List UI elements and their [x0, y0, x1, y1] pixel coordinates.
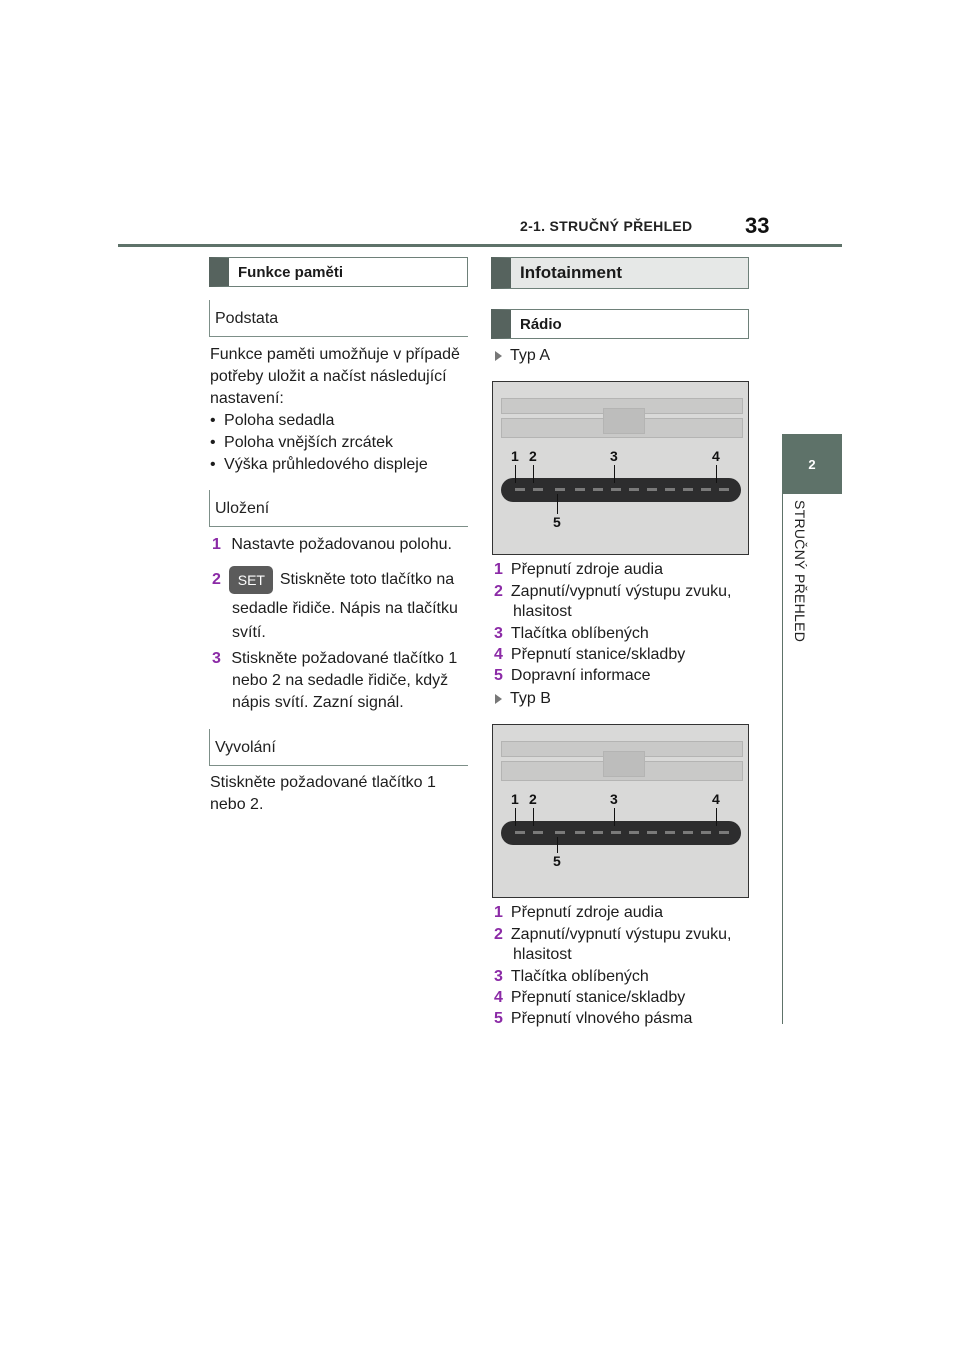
callout-line	[557, 837, 558, 853]
strip-key	[593, 831, 603, 834]
callout-1: 1	[511, 791, 519, 807]
callout-2: 2	[529, 791, 537, 807]
strip-key	[701, 831, 711, 834]
callout-3: 3	[610, 448, 618, 464]
strip-key	[533, 831, 543, 834]
intro-line: Funkce paměti umožňuje v případě	[210, 346, 460, 363]
legend-item: 2 Zapnutí/vypnutí výstupu zvuku,	[494, 583, 732, 600]
bullet-item: • Výška průhledového displeje	[210, 456, 428, 473]
hazard-button	[603, 408, 645, 434]
strip-key	[593, 488, 603, 491]
step-2	[212, 566, 482, 594]
type-b-label: Typ B	[495, 688, 551, 710]
strip-key	[555, 488, 565, 491]
callout-4: 4	[712, 448, 720, 464]
legend-type-a	[494, 560, 754, 686]
chapter-tab	[782, 434, 842, 494]
step-number: 1	[212, 536, 221, 553]
step-text: Stiskněte požadované tlačítko 1	[231, 650, 458, 667]
section-heading-text: Infotainment	[520, 263, 622, 282]
step-text: Stiskněte toto tlačítko na	[279, 571, 455, 589]
chapter-label: STRUČNÝ PŘEHLED	[792, 500, 808, 643]
callout-4: 4	[712, 791, 720, 807]
strip-key	[515, 831, 525, 834]
strip-key	[719, 488, 729, 491]
strip-key	[683, 831, 693, 834]
callout-5: 5	[553, 514, 561, 530]
legend-type-b	[494, 903, 754, 1029]
chapter-number: 2	[808, 456, 816, 472]
callout-1: 1	[511, 448, 519, 464]
legend-item: 1 Přepnutí zdroje audia	[494, 561, 664, 578]
strip-key	[515, 488, 525, 491]
callout-5: 5	[553, 853, 561, 869]
legend-item-continued: hlasitost	[513, 946, 572, 963]
intro-line: potřeby uložit a načíst následující	[210, 368, 447, 385]
strip-key	[555, 831, 565, 834]
page-number: 33	[745, 213, 770, 238]
subsection-heading-radio	[491, 309, 749, 339]
legend-item: 3 Tlačítka oblíbených	[494, 625, 649, 642]
step-2-continued: sedadle řidiče. Nápis na tlačítku svítí.	[232, 600, 458, 641]
hazard-button	[603, 751, 645, 777]
callout-line	[716, 465, 717, 483]
strip-key	[611, 488, 621, 491]
subheading-ulozeni: Uložení	[209, 490, 468, 527]
subheading-vyvolani: Vyvolání	[209, 729, 468, 766]
radio-figure-type-a	[492, 381, 749, 555]
step-number: 2	[212, 571, 221, 589]
callout-line	[557, 494, 558, 514]
strip-key	[629, 831, 639, 834]
strip-key	[611, 831, 621, 834]
strip-key	[701, 488, 711, 491]
strip-key	[629, 488, 639, 491]
strip-key	[575, 488, 585, 491]
legend-item: 5 Přepnutí vlnového pásma	[494, 1010, 693, 1027]
header-rule	[118, 244, 842, 247]
legend-item-continued: hlasitost	[513, 603, 572, 620]
radio-figure-type-b	[492, 724, 749, 898]
callout-3: 3	[610, 791, 618, 807]
strip-key	[665, 488, 675, 491]
vyvolani-text: Stiskněte požadované tlačítko 1 nebo 2.	[210, 774, 436, 813]
legend-item: 4 Přepnutí stanice/skladby	[494, 646, 686, 663]
step-number: 3	[212, 650, 221, 667]
legend-item: 3 Tlačítka oblíbených	[494, 968, 649, 985]
chapter-tab-line	[782, 494, 783, 1024]
subsection-heading-text: Rádio	[520, 315, 562, 333]
callout-line	[515, 808, 516, 826]
intro-line: nastavení:	[210, 390, 284, 407]
set-button-icon: SET	[229, 566, 273, 594]
type-a-label: Typ A	[495, 345, 550, 367]
callout-line	[716, 808, 717, 826]
strip-key	[683, 488, 693, 491]
triangle-bullet-icon	[495, 694, 502, 704]
callout-line	[515, 465, 516, 483]
legend-item: 1 Přepnutí zdroje audia	[494, 904, 664, 921]
running-header-title: 2-1. STRUČNÝ PŘEHLED	[520, 218, 693, 234]
callout-line	[614, 465, 615, 483]
bullet-item: • Poloha sedadla	[210, 412, 335, 429]
podstata-intro	[210, 344, 480, 476]
callout-line	[533, 808, 534, 826]
section-heading-memory	[209, 257, 468, 287]
legend-item: 5 Dopravní informace	[494, 667, 651, 684]
step-3: 3 Stiskněte požadované tlačítko 1 nebo 2 na sedadle řidiče, když nápis svítí. Zazní signál.	[212, 650, 458, 711]
subheading-podstata: Podstata	[209, 300, 468, 337]
callout-line	[614, 808, 615, 826]
legend-item: 2 Zapnutí/vypnutí výstupu zvuku,	[494, 926, 732, 943]
callout-2: 2	[529, 448, 537, 464]
strip-key	[647, 488, 657, 491]
callout-line	[533, 465, 534, 483]
strip-key	[665, 831, 675, 834]
step-text: Nastavte požadovanou polohu.	[231, 536, 452, 553]
strip-key	[533, 488, 543, 491]
triangle-bullet-icon	[495, 351, 502, 361]
bullet-item: • Poloha vnějších zrcátek	[210, 434, 394, 451]
strip-key	[647, 831, 657, 834]
strip-key	[575, 831, 585, 834]
legend-item: 4 Přepnutí stanice/skladby	[494, 989, 686, 1006]
step-1	[212, 534, 482, 556]
section-heading-text: Funkce paměti	[238, 263, 344, 281]
section-heading-infotainment	[491, 257, 749, 289]
strip-key	[719, 831, 729, 834]
